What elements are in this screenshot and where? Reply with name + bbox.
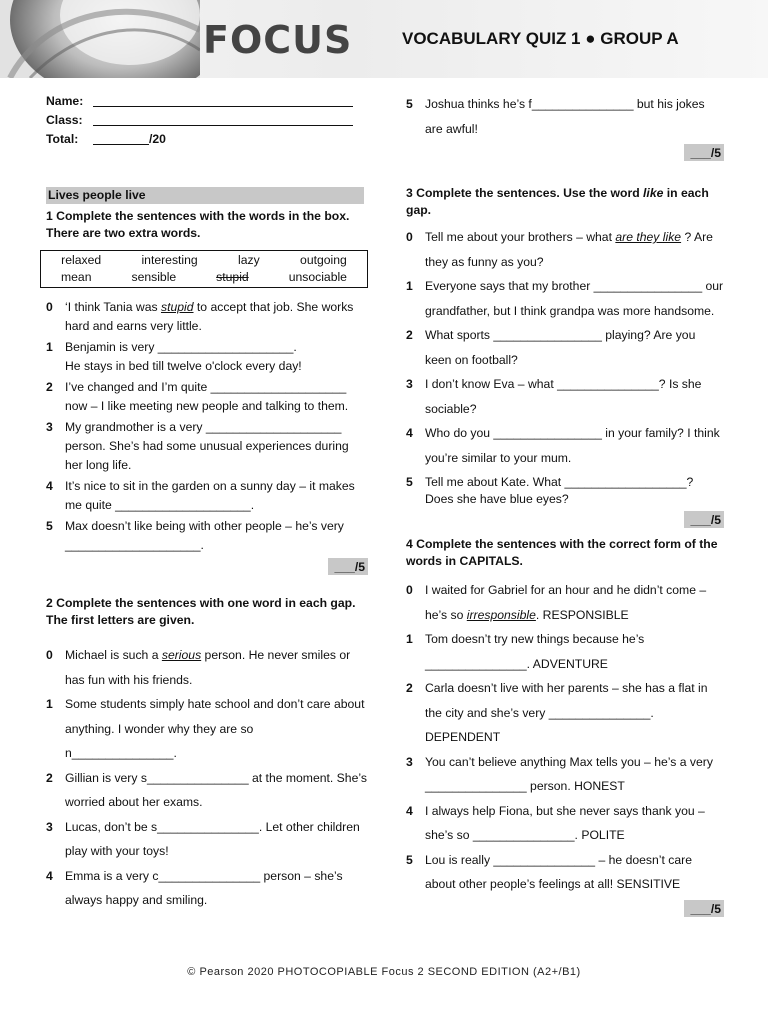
item-number: 2: [46, 770, 53, 785]
item-text-part: I waited for Gabriel for an hour and he didn’t come – he’s so: [425, 583, 707, 622]
item-text: [65, 338, 368, 376]
list-item: [406, 578, 724, 627]
list-item[interactable]: [406, 750, 724, 799]
item-number: 3: [406, 754, 413, 769]
item-text-part: . RESPONSIBLE: [535, 607, 629, 622]
exercise-4-items: [406, 578, 724, 897]
list-item[interactable]: [46, 517, 368, 555]
item-text-part: person. He never smiles or has fun with his friends.: [65, 648, 351, 687]
class-field[interactable]: [93, 111, 353, 126]
exercise-1-items: [46, 298, 368, 555]
item-number: 5: [406, 852, 413, 867]
item-number: 0: [406, 583, 413, 597]
item-number: 0: [406, 230, 413, 244]
word-box-item: interesting: [141, 253, 198, 267]
item-text-part: Benjamin is very ____________________.: [65, 340, 297, 354]
list-item[interactable]: [46, 766, 368, 815]
item-number: 4: [406, 803, 413, 818]
exercise-3-heading: [406, 185, 724, 219]
exercise-1-heading: 1 Complete the sentences with the words in the box. There are two extra words.: [46, 209, 350, 240]
item-text-part: ? Are they as funny as you?: [425, 230, 713, 269]
section-title: Lives people live: [46, 187, 364, 204]
item-number: 1: [46, 697, 53, 711]
score-row: [46, 558, 368, 575]
list-item[interactable]: [46, 378, 368, 416]
list-item[interactable]: [406, 92, 724, 141]
item-number: 4: [46, 479, 53, 493]
item-text: [65, 643, 368, 692]
list-item[interactable]: [406, 421, 724, 470]
list-item[interactable]: [46, 815, 368, 864]
score-row: [406, 900, 724, 917]
item-text: Some students simply hate school and don’t care about anything. I wonder why they are so n_______________.: [65, 697, 365, 760]
item-text: Tom doesn’t try new things because he’s _______________. ADVENTURE: [425, 632, 645, 671]
exercise-2-continued: [406, 92, 724, 141]
item-text: What sports ________________ playing? Are you keen on football?: [425, 328, 696, 367]
list-item[interactable]: [406, 848, 724, 897]
exercise-2-heading: 2 Complete the sentences with one word in each gap. The first letters are given.: [46, 596, 356, 627]
example-answer: irresponsible: [466, 607, 536, 622]
item-number: 5: [46, 519, 53, 533]
list-item[interactable]: [46, 418, 368, 475]
item-number: 4: [46, 868, 53, 883]
exercise-4-heading: 4 Complete the sentences with the correct form of the words in CAPITALS.: [406, 537, 718, 568]
right-column: [406, 92, 724, 917]
item-text: Everyone says that my brother ________________ our grandfather, but I think grandpa was more handsome.: [425, 279, 724, 318]
item-text: Tell me about Kate. What __________________? Does she have blue eyes?: [425, 475, 694, 506]
item-number: 5: [406, 97, 413, 111]
score-row: [406, 144, 724, 161]
item-number: 0: [46, 648, 53, 662]
list-item[interactable]: [46, 692, 368, 766]
list-item[interactable]: [46, 477, 368, 515]
heading-part: in each gap.: [406, 186, 709, 217]
exercise-1-score[interactable]: ___/5: [328, 558, 368, 575]
word-box-item: mean: [60, 270, 92, 284]
item-text: It’s nice to sit in the garden on a sunny day – it makes me quite ____________________.: [65, 479, 355, 512]
item-text: Gillian is very s_______________ at the moment. She’s worried about her exams.: [65, 770, 367, 809]
item-text: Lou is really _______________ – he doesn’t care about other people’s feelings at all! SENSITIVE: [425, 852, 692, 891]
total-label: Total:: [46, 132, 79, 146]
exercise-4-score[interactable]: ___/5: [684, 900, 724, 917]
list-item: [406, 225, 724, 274]
list-item[interactable]: [406, 372, 724, 421]
item-number: 1: [46, 340, 53, 354]
page-footer: © Pearson 2020 PHOTOCOPIABLE Focus 2 SECOND EDITION (A2+/B1): [187, 966, 581, 978]
item-number: 1: [406, 632, 413, 646]
class-row: [46, 111, 368, 130]
list-item[interactable]: [406, 474, 724, 508]
item-text: Joshua thinks he’s f_______________ but his jokes are awful!: [425, 97, 705, 136]
list-item[interactable]: [46, 338, 368, 376]
item-number: 4: [406, 426, 413, 440]
word-box: [40, 250, 368, 288]
item-text: [425, 578, 724, 627]
item-text-part: He stays in bed till twelve o'clock every day!: [65, 359, 302, 373]
item-text: Max doesn’t like being with other people – he’s very ____________________.: [65, 519, 344, 552]
quiz-title: VOCABULARY QUIZ 1 ● GROUP A: [402, 29, 679, 48]
focus-logo: FOCUS: [203, 18, 353, 62]
name-row: [46, 92, 368, 111]
word-box-item: outgoing: [300, 253, 347, 267]
left-column: [46, 92, 368, 913]
item-number: 1: [406, 279, 413, 293]
heading-part: 3 Complete the sentences. Use the word: [406, 186, 644, 200]
list-item[interactable]: [406, 627, 724, 676]
example-answer: stupid: [160, 300, 194, 314]
item-text: I always help Fiona, but she never says thank you – she’s so _______________. POLITE: [425, 803, 705, 842]
word-box-item: unsociable: [288, 270, 347, 284]
item-number: 0: [46, 300, 53, 314]
name-field[interactable]: [93, 92, 353, 107]
item-text: Who do you ________________ in your family? I think you’re similar to your mum.: [425, 426, 720, 465]
page-header: [0, 0, 768, 78]
example-answer: are they like: [615, 230, 682, 244]
word-box-item-used: stupid: [216, 270, 249, 284]
item-number: 3: [406, 377, 413, 391]
item-text-part: Tell me about your brothers – what: [425, 230, 616, 244]
total-field[interactable]: [93, 130, 149, 145]
item-number: 2: [406, 681, 413, 695]
total-row: [46, 130, 368, 149]
item-text-part: ‘I think Tania was: [65, 300, 161, 314]
item-text: Carla doesn’t live with her parents – she has a flat in the city and she’s very _______________. DEPENDENT: [425, 681, 708, 744]
list-item[interactable]: [406, 799, 724, 848]
list-item[interactable]: [406, 323, 724, 372]
item-text: Lucas, don’t be s_______________. Let other children play with your toys!: [65, 819, 360, 858]
item-text: I’ve changed and I’m quite ____________________ now – I like meeting new people and talking to them.: [65, 380, 349, 413]
list-item: [46, 643, 368, 692]
example-answer: serious: [161, 648, 202, 662]
item-number: 2: [46, 380, 53, 394]
item-number: 2: [406, 328, 413, 342]
heading-keyword: like: [643, 186, 664, 200]
exercise-2-score[interactable]: ___/5: [684, 144, 724, 161]
word-box-row: [41, 269, 367, 286]
list-item[interactable]: [406, 274, 724, 323]
exercise-3-items: [406, 225, 724, 508]
item-text: My grandmother is a very ____________________ person. She’s had some unusual experiences during her long life.: [65, 420, 349, 472]
item-text: You can’t believe anything Max tells you – he’s a very _______________ person. HONEST: [425, 754, 713, 793]
item-text-part: Michael is such a: [65, 648, 162, 662]
item-text-part: to accept that job. She works hard and earns very little.: [65, 300, 354, 333]
item-number: 3: [46, 819, 53, 834]
total-suffix: /20: [149, 132, 166, 146]
exercise-2-items: [46, 643, 368, 913]
list-item[interactable]: [46, 864, 368, 913]
item-number: 5: [406, 475, 413, 489]
word-box-item: sensible: [131, 270, 177, 284]
logo-swirl-graphic: [0, 0, 200, 78]
exercise-3-score[interactable]: ___/5: [684, 511, 724, 528]
item-text: I don’t know Eva – what _______________? Is she sociable?: [425, 377, 702, 416]
item-number: 3: [46, 420, 53, 434]
word-box-item: lazy: [238, 253, 260, 267]
list-item: [46, 298, 368, 336]
item-text: Emma is a very c_______________ person – she’s always happy and smiling.: [65, 868, 343, 907]
word-box-row: [41, 252, 367, 269]
class-label: Class:: [46, 113, 83, 127]
item-text: [65, 298, 368, 336]
list-item[interactable]: [406, 676, 724, 750]
score-row: [406, 511, 724, 528]
word-box-item: relaxed: [61, 253, 102, 267]
item-text: [425, 225, 724, 274]
name-label: Name:: [46, 94, 84, 108]
